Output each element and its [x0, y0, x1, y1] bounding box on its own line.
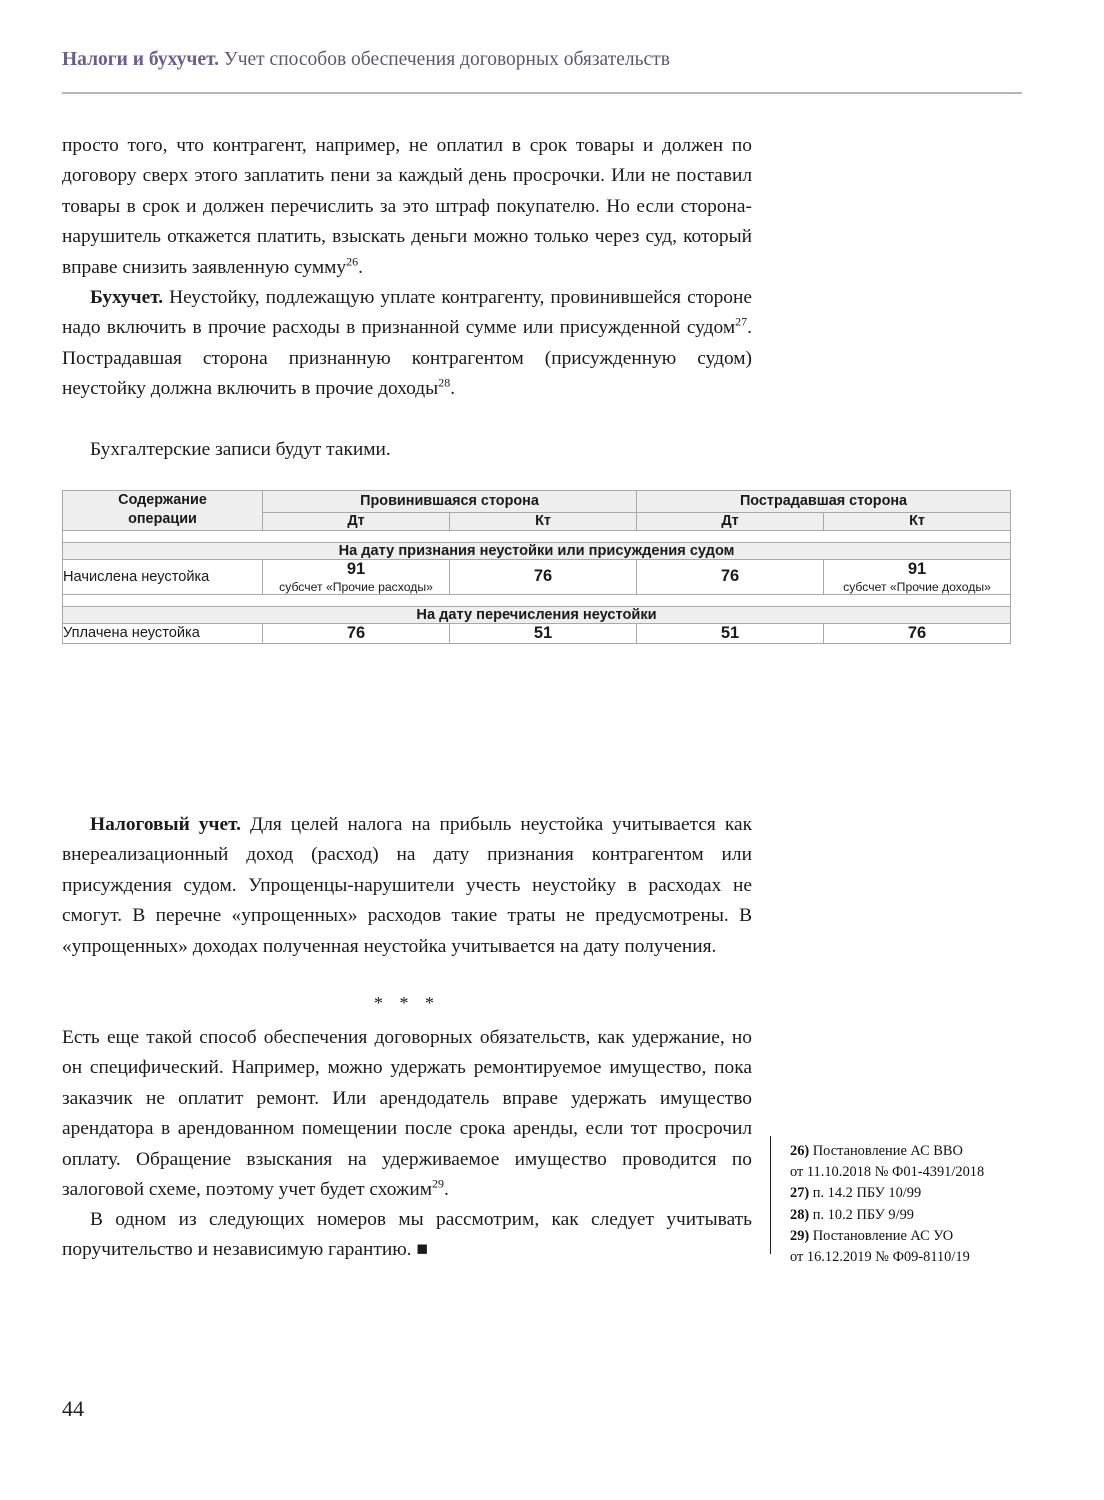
footnote-ref-26: 26 [346, 254, 359, 269]
footnote-27-num: 27) [790, 1185, 810, 1201]
footnote-ref-29: 29 [431, 1176, 444, 1191]
paragraph-entries-intro-text: Бухгалтерские записи будут такими. [90, 439, 391, 460]
table-band-payment-date: На дату перечисления неустойки [63, 606, 1011, 623]
footnote-26-text: Постановление АС ВВО [809, 1143, 963, 1159]
table-header-victim-dt: Дт [637, 512, 824, 530]
footnote-29-num: 29) [790, 1228, 810, 1244]
cell-victim-kt-1-subaccount: субсчет «Прочие доходы» [843, 579, 991, 594]
paragraph-intro [62, 131, 752, 283]
cell-guilty-kt-1: 76 [450, 559, 637, 594]
lead-in-buhuchet: Бухучет. [90, 287, 164, 308]
footnote-28 [790, 1205, 1022, 1226]
cell-guilty-dt-1-subaccount: субсчет «Прочие расходы» [279, 579, 433, 594]
table-header-operation [63, 491, 263, 531]
paragraph-retention-tail: . [444, 1179, 449, 1201]
paragraph-accounting [62, 283, 752, 405]
paragraph-tax-accounting [62, 810, 752, 962]
section-separator: * * * [374, 993, 440, 1013]
footnotes-block [790, 1141, 1022, 1268]
cell-guilty-kt-2: 51 [450, 623, 637, 643]
row-label-paid: Уплачена неустойка [63, 623, 263, 643]
footnote-28-num: 28) [790, 1206, 810, 1223]
paragraph-entries-intro [62, 435, 752, 465]
footnote-27 [790, 1183, 1022, 1204]
header-rubric: Налоги и бухучет. [62, 49, 220, 70]
table-header-victim-party: Пострадавшая сторона [637, 491, 1011, 513]
cell-guilty-dt-1 [263, 559, 450, 594]
table-spacer [63, 594, 1011, 606]
paragraph-intro-tail: . [358, 256, 363, 278]
footnote-27-text: п. 14.2 ПБУ 10/99 [809, 1185, 922, 1201]
cell-guilty-dt-1-value: 91 [346, 559, 366, 578]
table-band-row-1 [63, 542, 1011, 559]
cell-guilty-dt-2: 76 [263, 623, 450, 643]
footnote-26-num: 26) [790, 1143, 810, 1159]
row-label-accrued: Начислена неустойка [63, 559, 263, 594]
footnote-28-text: п. 10.2 ПБУ 9/99 [809, 1206, 914, 1223]
footnotes-divider [770, 1136, 771, 1254]
footnote-29-text2: от 16.12.2019 № Ф09-8110/19 [790, 1248, 970, 1265]
paragraph-intro-text: просто того, что контрагент, например, не оплатил в срок товары и должен по договору сверх этого заплатить пени за каждый день просрочки. Или не поставил товары в срок и должен перечислить за это штраф покупателю. Но если сторона-нарушитель откажется платить, взыскать деньги можно только через суд, который вправе снизить заявленную сумму [62, 135, 752, 278]
table-band-recognition-date: На дату признания неустойки или присуждения судом [63, 542, 1011, 559]
paragraph-accounting-b: . Пострадавшая сторона признанную контрагентом (присужденную судом) неустойку должна включить в прочие доходы [62, 317, 752, 400]
footnote-26 [790, 1141, 1022, 1182]
table-header-guilty-dt: Дт [263, 512, 450, 530]
header-title: Учет способов обеспечения договорных обязательств [223, 49, 670, 70]
paragraph-tax-accounting-text: Для целей налога на прибыль неустойка учитывается как внереализационный доход (расход) на дату признания контрагентом или присуждения судом. Упрощенцы-нарушители учесть неустойку в расходах не смогут. В перечне «упрощенных» расходов такие траты не предусмотрены. В «упрощенных» доходах полученная неустойка учитывается на дату получения. [62, 814, 753, 957]
footnote-29-text: Постановление АС УО [809, 1228, 954, 1244]
page-number: 44 [62, 1396, 84, 1421]
table-header-guilty-party: Провинившаяся сторона [263, 491, 637, 513]
cell-victim-dt-2: 51 [637, 623, 824, 643]
page-header [62, 48, 1022, 71]
table-header-operation-line1: Содержание [118, 492, 207, 508]
paragraph-retention [62, 1023, 752, 1205]
table-header-guilty-kt: Кт [450, 512, 637, 530]
paragraph-closing-text: В одном из следующих номеров мы рассмотрим, как следует учитывать поручительство и независимую гарантию. ■ [62, 1209, 752, 1261]
cell-victim-dt-1: 76 [637, 559, 824, 594]
paragraph-accounting-tail: . [450, 378, 456, 400]
cell-victim-kt-2: 76 [824, 623, 1011, 643]
paragraph-retention-text: Есть еще такой способ обеспечения договорных обязательств, как удержание, но он специфический. Например, можно удержать ремонтируемое имущество, пока заказчик не оплатит ремонт. Или арендодатель вправе удержать имущество арендатора в арендованном помещении после срока аренды, если тот просрочил оплату. Обращение взыскания на удерживаемое имущество проводится по залоговой схеме, поэтому учет будет схожим [62, 1027, 752, 1201]
lead-in-tax: Налоговый учет. [90, 814, 241, 835]
footnote-ref-28: 28 [438, 375, 451, 390]
accounting-entries-table [62, 490, 1011, 644]
header-divider [62, 92, 1022, 94]
accounting-entries-table-wrap [62, 490, 1010, 644]
table-row [63, 623, 1011, 643]
paragraph-accounting-a: Неустойку, подлежащую уплате контрагенту, провинившейся стороне надо включить в прочие расходы в признанной сумме или присужденной судом [62, 287, 752, 339]
table-row [63, 559, 1011, 594]
table-header-row-groups [63, 491, 1011, 513]
cell-victim-kt-1 [824, 559, 1011, 594]
footnote-29 [790, 1226, 1022, 1267]
table-band-row-2 [63, 606, 1011, 623]
footnote-26-text2: от 11.10.2018 № Ф01-4391/2018 [790, 1163, 985, 1180]
cell-victim-kt-1-value: 91 [907, 559, 927, 578]
table-spacer [63, 530, 1011, 542]
paragraph-closing [62, 1205, 752, 1266]
table-header-victim-kt: Кт [824, 512, 1011, 530]
table-header-operation-line2: операции [128, 511, 197, 528]
footnote-ref-27: 27 [735, 314, 748, 329]
